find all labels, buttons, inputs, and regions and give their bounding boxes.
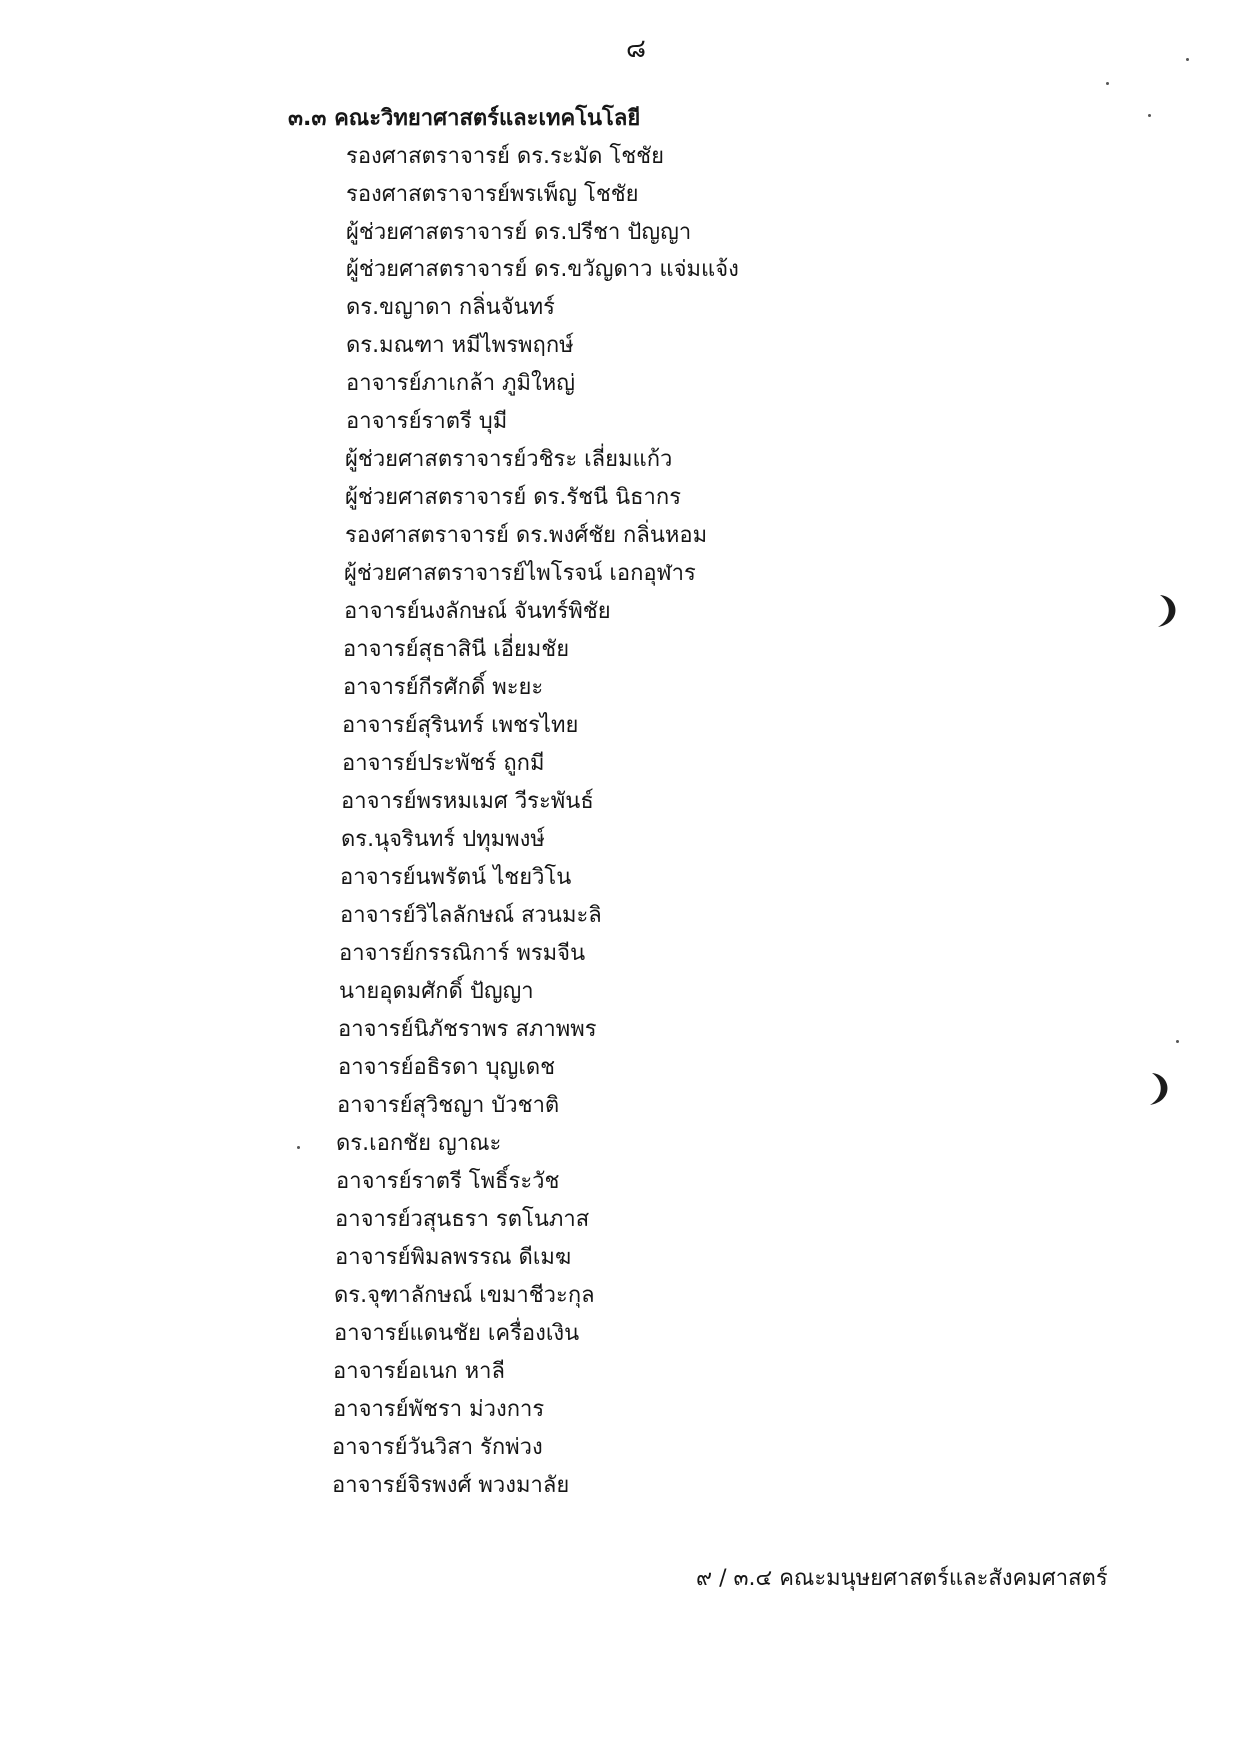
list-item: อาจารย์ประพัชร์ ถูกมี: [342, 751, 545, 776]
list-item: อาจารย์ภาเกล้า ภูมิใหญ่: [346, 371, 576, 396]
list-item: ดร.นุจรินทร์ ปทุมพงษ์: [341, 827, 545, 852]
list-item: ผู้ช่วยศาสตราจารย์ ดร.ปรีชา ปัญญา: [346, 220, 692, 245]
list-item: อาจารย์วสุนธรา รตโนภาส: [335, 1207, 590, 1232]
list-item: อาจารย์พัชรา ม่วงการ: [333, 1397, 545, 1422]
section-heading: ๓.๓ คณะวิทยาศาสตร์และเทคโนโลยี: [288, 106, 641, 131]
list-item: ดร.เอกชัย ญาณะ: [336, 1131, 502, 1156]
list-item: อาจารย์อเนก หาลี: [333, 1359, 505, 1384]
list-item: อาจารย์กรรณิการ์ พรมจีน: [339, 941, 586, 966]
list-item: อาจารย์พรหมเมศ วีระพันธ์: [341, 789, 594, 814]
list-item: อาจารย์สุวิชญา บัวชาติ: [337, 1093, 560, 1118]
scan-speck: [1148, 114, 1151, 117]
next-page-note: ๙ / ๓.๔ คณะมนุษยศาสตร์และสังคมศาสตร์: [696, 1566, 1108, 1591]
list-item: อาจารย์นิภัชราพร สภาพพร: [338, 1017, 597, 1042]
list-item: ผู้ช่วยศาสตราจารย์ ดร.ขวัญดาว แจ่มแจ้ง: [346, 257, 739, 282]
list-item: อาจารย์สุธาสินี เอี่ยมชัย: [343, 637, 570, 662]
list-item: ดร.ขญาดา กลิ่นจันทร์: [346, 295, 555, 320]
list-item: อาจารย์สุรินทร์ เพชรไทย: [342, 713, 579, 738]
list-item: อาจารย์นงลักษณ์ จันทร์พิชัย: [344, 599, 611, 624]
list-item: นายอุดมศักดิ์ ปัญญา: [339, 979, 534, 1004]
binding-hole-mark-icon: [1142, 1069, 1176, 1109]
list-item: อาจารย์นพรัตน์ ไชยวิโน: [340, 865, 572, 890]
list-item: อาจารย์แดนชัย เครื่องเงิน: [334, 1321, 580, 1346]
list-item: ดร.มณฑา หมีไพรพฤกษ์: [346, 333, 574, 358]
list-item: ดร.จุฑาลักษณ์ เขมาชีวะกุล: [334, 1283, 595, 1308]
list-item: อาจารย์วิไลลักษณ์ สวนมะลิ: [340, 903, 602, 928]
scan-speck: [1106, 82, 1109, 85]
list-item: อาจารย์อธิรดา บุญเดช: [338, 1055, 556, 1080]
scan-speck: [1186, 58, 1189, 61]
list-item: รองศาสตราจารย์พรเพ็ญ โชชัย: [346, 182, 639, 207]
list-item: ผู้ช่วยศาสตราจารย์ ดร.รัชนี นิธากร: [345, 485, 682, 510]
list-item: รองศาสตราจารย์ ดร.ระมัด โชชัย: [346, 144, 665, 169]
scan-speck: [1176, 1040, 1179, 1043]
list-item: ผู้ช่วยศาสตราจารย์วชิระ เลี่ยมแก้ว: [345, 447, 673, 472]
list-item: อาจารย์ราตรี โพธิ์ระวัช: [336, 1169, 560, 1194]
list-item: อาจารย์จิรพงศ์ พวงมาลัย: [332, 1473, 570, 1498]
page-number: ๘: [626, 34, 647, 64]
list-item: ผู้ช่วยศาสตราจารย์ไพโรจน์ เอกอุฬาร: [344, 561, 696, 586]
list-item: รองศาสตราจารย์ ดร.พงศ์ชัย กลิ่นหอม: [345, 523, 708, 548]
scan-speck: [297, 1146, 300, 1149]
list-item: อาจารย์ราตรี บุมี: [346, 409, 508, 434]
list-item: อาจารย์กีรศักดิ์ พะยะ: [343, 675, 544, 700]
list-item: อาจารย์พิมลพรรณ ดีเมฆ: [335, 1245, 572, 1270]
list-item: อาจารย์วันวิสา รักพ่วง: [332, 1435, 543, 1460]
binding-hole-mark-icon: [1150, 591, 1184, 631]
